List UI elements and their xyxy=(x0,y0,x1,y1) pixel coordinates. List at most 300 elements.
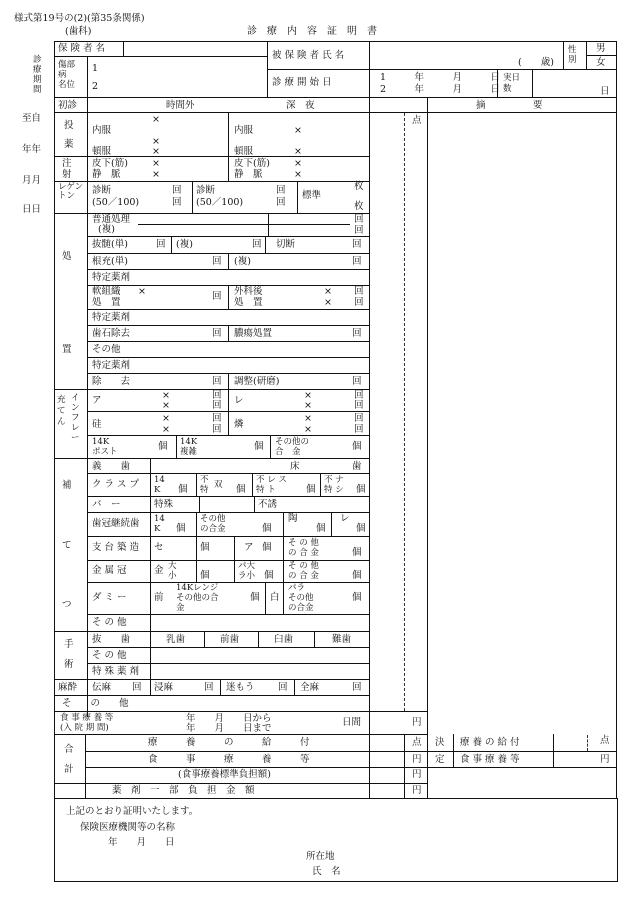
para-label: パラ xyxy=(288,583,306,593)
x-mark: × xyxy=(304,390,312,401)
bar-label: バ ー xyxy=(92,499,121,510)
rule-line xyxy=(54,97,617,98)
proc-label-2: 置 xyxy=(62,344,72,355)
x-mark: × xyxy=(304,400,312,411)
soft-tissue-label: 軟組織 xyxy=(92,286,121,297)
piece-unit: 個 xyxy=(200,570,210,581)
metal-other-alloy: そ の 他 の 合 金 xyxy=(288,561,319,581)
piece-unit: 個 xyxy=(236,484,246,495)
x-mark: × xyxy=(304,424,312,435)
dummy-gold-label: 金 xyxy=(176,603,185,613)
k14-label: 14K xyxy=(92,437,110,447)
prn-med-label: 頓服 xyxy=(92,146,112,157)
start-date-2: 2 年 月 日 xyxy=(380,84,501,95)
piece-unit: 個 xyxy=(306,484,316,495)
anesthesia-label: 麻酔 xyxy=(58,682,78,693)
points-unit: 点 xyxy=(412,737,422,748)
times-unit: 回 xyxy=(212,413,222,424)
rule-line xyxy=(87,269,369,270)
times-unit: 回 xyxy=(352,376,362,387)
times-unit: 回 xyxy=(354,225,364,236)
yen-unit: 円 xyxy=(412,717,422,728)
pulp-single-label: 抜髄(単) xyxy=(92,239,128,250)
rule-line xyxy=(150,458,151,631)
times-unit: 回 xyxy=(354,424,364,435)
rule-line xyxy=(196,473,197,496)
special-bar-label: 特殊 xyxy=(154,499,174,510)
crown-other-alloy: その他 の合金 xyxy=(200,514,226,534)
dummy-resin-label: 14Kレンジ xyxy=(176,583,219,593)
rule-line xyxy=(331,512,332,536)
surgery-other-label: そ の 他 xyxy=(92,650,127,661)
benefit-label: 療 養 の 給 付 xyxy=(148,737,310,748)
root-fill-multi-label: (複) xyxy=(234,256,251,267)
molar-label: 臼歯 xyxy=(274,634,294,645)
other-alloy-label: その他の xyxy=(275,437,310,447)
tooth-unit: 歯 xyxy=(352,461,362,472)
piece-unit: 個 xyxy=(250,592,260,603)
gold-label: 金 xyxy=(154,565,164,576)
abut-other-alloy: そ の 他 の 合 金 xyxy=(288,538,319,558)
meal-standard-label: (食事療養標準負担額) xyxy=(178,769,271,780)
days-unit: 日間 xyxy=(342,717,362,728)
x-mark: × xyxy=(304,413,312,424)
prosth-label: 補 xyxy=(62,480,72,491)
certification-text: 上記のとおり証明いたします。 xyxy=(66,806,199,817)
x-mark: × xyxy=(152,114,160,125)
rule-line xyxy=(171,236,172,253)
times-unit: 回 xyxy=(354,297,364,308)
rule-line xyxy=(267,69,617,70)
summary-header: 摘 要 xyxy=(476,100,543,111)
insurer-label: 保 険 者 名 xyxy=(58,43,106,54)
rule-line xyxy=(265,236,266,253)
piece-unit: 個 xyxy=(158,441,168,452)
xray-ratio-2: (50／100) xyxy=(196,197,244,208)
subcut-label-2: 皮下(筋) xyxy=(234,158,270,169)
sheets-unit: 枚 xyxy=(354,201,364,212)
institution-name-label: 保険医療機関等の名称 xyxy=(80,822,176,833)
rule-line xyxy=(294,679,295,695)
rule-line xyxy=(87,357,369,358)
resin-label: レ xyxy=(234,395,244,406)
rule-line xyxy=(87,663,369,664)
x-mark: × xyxy=(152,158,160,169)
filling-label: 充てん xyxy=(57,395,66,427)
injury-1: 1 xyxy=(92,63,99,74)
decided-benefit-label: 療 養 の 給 付 xyxy=(460,737,520,748)
inlay-label: インフレー xyxy=(71,393,80,443)
yen-unit: 円 xyxy=(412,769,422,780)
posterior-label: 白 xyxy=(270,592,280,603)
decision-divider xyxy=(587,735,588,751)
large-label: 大 xyxy=(168,561,177,571)
form-bottom-line xyxy=(54,881,618,882)
rule-line xyxy=(87,614,369,615)
piece-unit: 個 xyxy=(316,523,326,534)
rule-line xyxy=(87,496,369,497)
special-shi-label: 特 シ xyxy=(324,485,344,495)
after-hours-label: 時間外 xyxy=(166,100,195,111)
k14-label-2: 14K xyxy=(180,437,198,447)
pulp-multi-label: (複) xyxy=(176,239,193,250)
frame-right-footer xyxy=(617,798,618,882)
extraction-label: 抜 歯 xyxy=(92,634,131,645)
x-mark: × xyxy=(324,297,332,308)
med-label-2: 薬 xyxy=(64,139,74,150)
x-mark: × xyxy=(294,146,302,157)
adjust-label: 調整(研磨) xyxy=(234,376,280,387)
xray-label: レゲントン xyxy=(58,182,84,201)
label-year: 年年 xyxy=(22,144,42,155)
yen-unit: 円 xyxy=(600,754,610,765)
label-from-to: 至自 xyxy=(22,113,42,124)
rule-line xyxy=(220,679,221,695)
piece-unit: 個 xyxy=(356,484,366,495)
rule-line xyxy=(453,734,454,768)
rule-line xyxy=(54,631,369,632)
start-date-label: 診 療 開 始 日 xyxy=(272,77,332,88)
piece-unit: 個 xyxy=(200,542,210,553)
injury-label: 傷部 病 名位 xyxy=(58,60,76,90)
x-mark: × xyxy=(324,286,332,297)
misc-other-label: そ の 他 xyxy=(62,698,129,709)
rule-line xyxy=(563,41,564,69)
palladium-small: ラ小 xyxy=(238,571,256,581)
rule-line xyxy=(54,181,369,182)
label-month: 月月 xyxy=(22,175,42,186)
rule-line xyxy=(87,435,369,436)
k-label-2: K xyxy=(154,524,161,534)
crown-label: 歯冠継続歯 xyxy=(92,518,140,529)
difficult-tooth-label: 難歯 xyxy=(332,634,352,645)
x-mark: × xyxy=(162,400,170,411)
rule-line xyxy=(85,767,427,768)
piece-unit: 個 xyxy=(262,542,272,553)
department: (歯科) xyxy=(65,26,92,37)
rule-line xyxy=(150,679,151,695)
x-mark: × xyxy=(162,424,170,435)
rule-line xyxy=(196,512,197,582)
prn-med-label-2: 頓服 xyxy=(234,146,254,157)
nonprecious-rest-label: 不 レ ス xyxy=(256,475,287,485)
rule-line xyxy=(54,458,369,459)
age-field: ( 歳) xyxy=(518,57,554,68)
subcut-label: 皮下(筋) xyxy=(92,158,128,169)
proc-label: 処 xyxy=(62,251,72,262)
dummy-other-alloy: その他 の合金 xyxy=(288,593,314,613)
piece-unit: 個 xyxy=(352,441,362,452)
rule-line xyxy=(138,224,350,225)
x-mark: × xyxy=(152,146,160,157)
surgery-label: 手 xyxy=(64,639,74,650)
surgery-special-drug: 特 殊 薬 剤 xyxy=(92,666,140,677)
rule-line xyxy=(87,236,369,237)
special-label: 特 xyxy=(200,485,209,495)
rule-line xyxy=(54,56,267,57)
times-unit: 回 xyxy=(212,400,222,411)
rule-line xyxy=(123,41,124,56)
normal-multi-label: (複) xyxy=(98,224,115,235)
cement-label: セ xyxy=(154,542,164,553)
amputation-label: 切断 xyxy=(276,239,296,250)
piece-unit: 個 xyxy=(178,484,188,495)
rule-line xyxy=(228,112,229,181)
rule-line xyxy=(87,309,369,310)
piece-unit: 個 xyxy=(176,523,186,534)
nonprecious-bar-label: 不誘 xyxy=(258,499,278,510)
rule-line xyxy=(369,97,370,798)
times-unit: 回 xyxy=(212,424,222,435)
rule-line xyxy=(87,97,88,112)
rule-line xyxy=(258,631,259,647)
rule-line xyxy=(228,253,229,269)
x-mark: × xyxy=(162,390,170,401)
rule-line xyxy=(54,711,427,712)
conduction-label: 伝麻 xyxy=(92,682,112,693)
x-mark: × xyxy=(152,169,160,180)
meal-label: 食 事 療 養 等 xyxy=(60,713,114,723)
day-unit: 日 xyxy=(600,86,610,97)
abutment-label: 支 台 築 造 xyxy=(92,542,140,553)
actual-days-label: 実日 数 xyxy=(503,73,521,94)
decision-label: 決 xyxy=(435,737,445,748)
scaling-label: 歯石除去 xyxy=(92,328,131,339)
yen-unit: 円 xyxy=(412,785,422,796)
piece-unit: 個 xyxy=(352,547,362,558)
times-unit: 回 xyxy=(354,214,364,225)
prosth-other-label: そ の 他 xyxy=(92,617,127,628)
front-tooth-label: 前歯 xyxy=(220,634,240,645)
rule-line xyxy=(176,435,177,458)
times-unit: 回 xyxy=(132,682,142,693)
rule-line xyxy=(204,631,205,647)
stay-to: 年 月 日まで xyxy=(186,723,272,734)
rule-line xyxy=(87,473,369,474)
proc-other-label: その他 xyxy=(92,344,121,355)
special-t-label: 特 ト xyxy=(256,485,276,495)
xray-ratio: (50／100) xyxy=(92,197,140,208)
rule-line xyxy=(553,734,554,768)
times-unit: 回 xyxy=(352,256,362,267)
inj-label-2: 射 xyxy=(62,169,72,180)
palladium-large: パ大 xyxy=(238,561,256,571)
period-label: 診療期間 xyxy=(33,55,42,95)
internal-med-label-2: 内服 xyxy=(234,125,254,136)
rule-line xyxy=(87,56,88,97)
internal-med-label: 内服 xyxy=(92,125,112,136)
times-unit: 回 xyxy=(354,286,364,297)
rule-line xyxy=(85,734,86,798)
complex-label: 複雑 xyxy=(180,447,198,457)
rule-line xyxy=(54,734,427,735)
decided-meal-label: 食 事 療 養 等 xyxy=(460,754,520,765)
rule-line xyxy=(586,55,617,56)
rule-line xyxy=(427,97,428,798)
times-unit: 回 xyxy=(204,682,214,693)
special-drug-label: 特定薬剤 xyxy=(92,272,131,283)
rule-line xyxy=(404,734,405,798)
prosth-label-2: て xyxy=(62,540,72,551)
decision-label-2: 定 xyxy=(435,754,445,765)
k14-label-3: 14 xyxy=(154,475,165,485)
points-unit: 点 xyxy=(412,115,422,126)
root-fill-single-label: 根充(単) xyxy=(92,256,128,267)
x-mark: × xyxy=(152,136,160,147)
small-label: 小 xyxy=(168,571,177,581)
rule-line xyxy=(427,767,617,768)
silicate-label: 硅 xyxy=(92,419,102,430)
removal-label: 除 去 xyxy=(92,376,131,387)
prosth-label-3: つ xyxy=(62,599,72,610)
times-unit: 回 xyxy=(354,400,364,411)
times-unit: 回 xyxy=(252,239,262,250)
rule-line xyxy=(87,536,369,537)
iv-label-2: 静 脈 xyxy=(234,169,263,180)
times-unit: 回 xyxy=(212,291,222,302)
rule-line xyxy=(54,695,369,696)
dummy-label: ダ ミ ー xyxy=(92,592,127,603)
points-divider xyxy=(404,113,405,711)
rule-line xyxy=(54,783,427,784)
times-unit: 回 xyxy=(352,239,362,250)
piece-unit: 個 xyxy=(352,570,362,581)
form-number: 様式第19号の(2)(第35条関係) xyxy=(14,13,145,24)
times-unit: 回 xyxy=(212,390,222,401)
xray-diag-label: 診断 xyxy=(92,185,112,196)
iv-label: 静 脈 xyxy=(92,169,121,180)
times-unit: 回 xyxy=(276,185,286,196)
normal-treatment-label: 普通処理 xyxy=(92,214,131,225)
points-unit: 点 xyxy=(600,735,610,746)
night-label: 深 夜 xyxy=(286,100,315,111)
denture-label: 義 歯 xyxy=(92,461,131,472)
x-mark: × xyxy=(138,286,146,297)
post-surgery-label-2: 処 置 xyxy=(234,297,263,308)
amalgam-abut-label: ア xyxy=(244,542,254,553)
inj-label: 注 xyxy=(62,158,72,169)
piece-unit: 個 xyxy=(352,592,362,603)
piece-unit: 個 xyxy=(356,523,366,534)
post-surgery-label: 外科後 xyxy=(234,286,263,297)
soft-tissue-label-2: 処 置 xyxy=(92,297,121,308)
total-label: 合 xyxy=(64,744,74,755)
rule-line xyxy=(254,496,255,512)
rule-line xyxy=(87,560,369,561)
hospital-stay-label: (入 院 期 間) xyxy=(60,723,109,733)
times-unit: 回 xyxy=(212,328,222,339)
yen-unit: 円 xyxy=(412,754,422,765)
rule-line xyxy=(268,214,269,236)
times-unit: 回 xyxy=(212,256,222,267)
other-alloy-label-2: 合 金 xyxy=(275,447,301,457)
piece-unit: 個 xyxy=(254,441,264,452)
clasp-label: ク ラ ス プ xyxy=(92,479,140,490)
sex-label: 性別 xyxy=(568,45,577,65)
med-label: 投 xyxy=(64,120,74,131)
resin-label-2: レ xyxy=(340,513,350,524)
sex-male: 男 xyxy=(596,43,606,54)
times-unit: 回 xyxy=(276,197,286,208)
anterior-label: 前 xyxy=(154,592,164,603)
rule-line xyxy=(297,181,298,213)
infiltration-label: 浸麻 xyxy=(154,682,174,693)
floor-label: 床 xyxy=(290,461,300,472)
document-title: 診 療 内 容 証 明 書 xyxy=(247,26,377,37)
times-unit: 回 xyxy=(352,328,362,339)
injury-2: 2 xyxy=(92,81,99,92)
nonprecious-na-label: 不 ナ xyxy=(324,475,344,485)
special-drug-label-2: 特定薬剤 xyxy=(92,312,131,323)
dummy-other-label: その他の合 xyxy=(176,593,219,603)
rule-line xyxy=(228,285,229,309)
rule-line xyxy=(87,582,369,583)
rule-line xyxy=(87,112,88,717)
non-precious-label: 不 xyxy=(200,475,209,485)
x-mark: × xyxy=(294,169,302,180)
amalgam-label: ア xyxy=(92,395,102,406)
times-unit: 回 xyxy=(212,376,222,387)
rule-line xyxy=(150,631,151,679)
rule-line xyxy=(228,325,229,341)
x-mark: × xyxy=(294,125,302,136)
total-label-2: 計 xyxy=(64,764,74,775)
times-unit: 回 xyxy=(354,413,364,424)
rule-line xyxy=(270,435,271,458)
certification-date: 年 月 日 xyxy=(108,837,175,848)
piece-unit: 個 xyxy=(264,570,274,581)
rule-line xyxy=(87,512,369,513)
times-unit: 回 xyxy=(352,682,362,693)
frame-left-footer xyxy=(54,798,55,882)
x-mark: × xyxy=(162,413,170,424)
k-label: K xyxy=(154,485,161,495)
times-unit: 回 xyxy=(278,682,288,693)
sheets-unit: 枚 xyxy=(354,181,364,192)
rule-line xyxy=(283,512,284,614)
times-unit: 回 xyxy=(172,197,182,208)
dual-label: 双 xyxy=(214,480,223,490)
times-unit: 回 xyxy=(172,185,182,196)
rule-line xyxy=(199,496,200,512)
rule-line xyxy=(228,373,229,389)
surgery-label-2: 術 xyxy=(64,659,74,670)
rule-line xyxy=(252,473,253,496)
special-drug-label-3: 特定薬剤 xyxy=(92,360,131,371)
rule-line xyxy=(228,389,229,435)
rule-line xyxy=(85,751,617,752)
meal-total-label: 食 事 療 養 等 xyxy=(148,754,310,765)
first-visit-label: 初診 xyxy=(58,100,78,111)
phosphate-label: 燐 xyxy=(234,419,244,430)
label-day: 日日 xyxy=(22,204,42,215)
piece-unit: 個 xyxy=(262,523,272,534)
rule-line xyxy=(320,473,321,496)
times-unit: 回 xyxy=(354,390,364,401)
general-anes-label: 全麻 xyxy=(300,682,320,693)
post-label: ポスト xyxy=(92,447,118,457)
rule-line xyxy=(87,341,369,342)
address-label: 所在地 xyxy=(306,851,335,862)
rule-line xyxy=(192,181,193,213)
signer-name-label: 氏 名 xyxy=(312,866,341,877)
stay-from: 年 月 日から xyxy=(186,713,272,724)
nerve-block-label: 迷もう xyxy=(226,682,255,693)
start-date-1: 1 年 月 日 xyxy=(380,72,501,83)
rule-line xyxy=(314,631,315,647)
porcelain-label: 陶 xyxy=(288,513,298,524)
rule-line xyxy=(87,647,369,648)
